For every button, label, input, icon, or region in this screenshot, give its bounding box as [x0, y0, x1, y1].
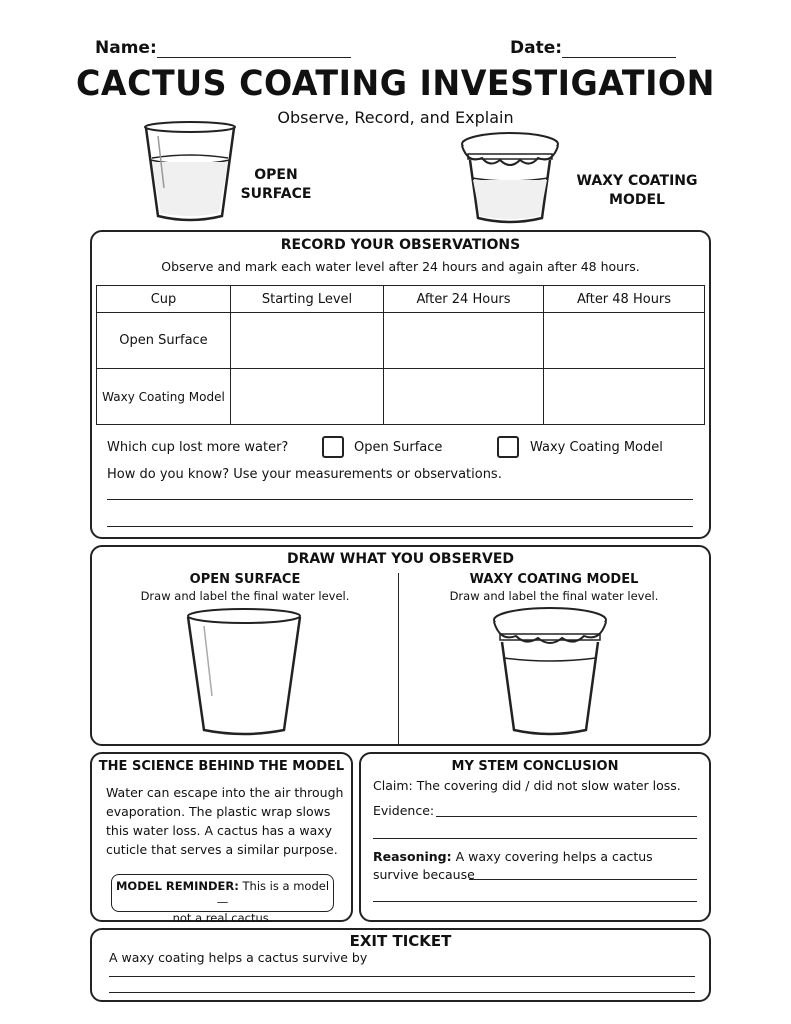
reasoning-text: Reasoning: A waxy covering helps a cactus survive because [373, 849, 653, 882]
lost-water-question: Which cup lost more water? [107, 440, 289, 455]
table-row [97, 369, 705, 425]
observations-table [96, 285, 705, 425]
exit-line-1[interactable] [109, 976, 695, 977]
col-header-48: After 48 Hours [544, 286, 705, 313]
name-label: Name: [95, 38, 157, 58]
waxy-coating-checkbox[interactable] [497, 436, 519, 458]
model-reminder: MODEL REMINDER: This is a model— not a real cactus. [111, 874, 334, 912]
conclusion-title: MY STEM CONCLUSION [451, 759, 619, 774]
draw-right-instructions: Draw and label the final water level. [449, 589, 659, 603]
exit-line-2[interactable] [109, 992, 695, 993]
col-header-24: After 24 Hours [384, 286, 544, 313]
open-cup-drawing-area[interactable] [184, 606, 304, 740]
table-row [97, 313, 705, 369]
open-surface-label: OPEN SURFACE [240, 167, 312, 202]
draw-left-title: OPEN SURFACE [189, 572, 301, 587]
waxy-coating-label: WAXY COATING MODEL [576, 173, 698, 208]
draw-right-title: WAXY COATING MODEL [469, 572, 639, 587]
open-surface-option: Open Surface [354, 440, 443, 455]
evidence-line-2[interactable] [373, 838, 697, 839]
row-label-open: Open Surface [97, 313, 231, 369]
cell-waxy-48[interactable] [544, 369, 705, 425]
date-field[interactable] [562, 57, 676, 58]
draw-title: DRAW WHAT YOU OBSERVED [286, 551, 515, 567]
cell-waxy-24[interactable] [384, 369, 544, 425]
science-title: THE SCIENCE BEHIND THE MODEL [98, 759, 345, 774]
observations-title: RECORD YOUR OBSERVATIONS [280, 237, 521, 253]
covered-cup-icon [456, 128, 564, 228]
waxy-coating-option: Waxy Coating Model [530, 440, 663, 455]
table-header-row [97, 286, 705, 313]
name-field[interactable] [157, 57, 351, 58]
cell-waxy-start[interactable] [231, 369, 384, 425]
reasoning-line-2[interactable] [373, 901, 697, 902]
how-know-prompt: How do you know? Use your measurements or observations. [107, 467, 502, 482]
col-header-starting: Starting Level [231, 286, 384, 313]
open-cup-icon [140, 118, 240, 226]
science-text: Water can escape into the air through evaporation. The plastic wrap slows this water loss. A cactus has a waxy cuticle that serves a similar purpose. [106, 785, 344, 857]
covered-cup-drawing-area[interactable] [488, 604, 612, 740]
answer-line-1[interactable] [107, 499, 693, 500]
evidence-label: Evidence: [373, 803, 435, 818]
claim-text: Claim: The covering did / did not slow water loss. [373, 778, 681, 793]
cell-open-48[interactable] [544, 313, 705, 369]
answer-line-2[interactable] [107, 526, 693, 527]
date-label: Date: [510, 38, 563, 58]
exit-ticket-prompt: A waxy coating helps a cactus survive by [109, 950, 368, 965]
cell-open-start[interactable] [231, 313, 384, 369]
reasoning-line-1[interactable] [469, 879, 697, 880]
exit-ticket-title: EXIT TICKET [349, 932, 452, 950]
evidence-line-1[interactable] [436, 816, 697, 817]
observations-instructions: Observe and mark each water level after 24 hours and again after 48 hours. [161, 259, 640, 274]
page-title: CACTUS COATING INVESTIGATION [76, 64, 715, 104]
cell-open-24[interactable] [384, 313, 544, 369]
page-subtitle: Observe, Record, and Explain [277, 108, 514, 127]
row-label-waxy: Waxy Coating Model [97, 369, 231, 425]
draw-left-instructions: Draw and label the final water level. [140, 589, 350, 603]
col-header-cup: Cup [97, 286, 231, 313]
open-surface-checkbox[interactable] [322, 436, 344, 458]
